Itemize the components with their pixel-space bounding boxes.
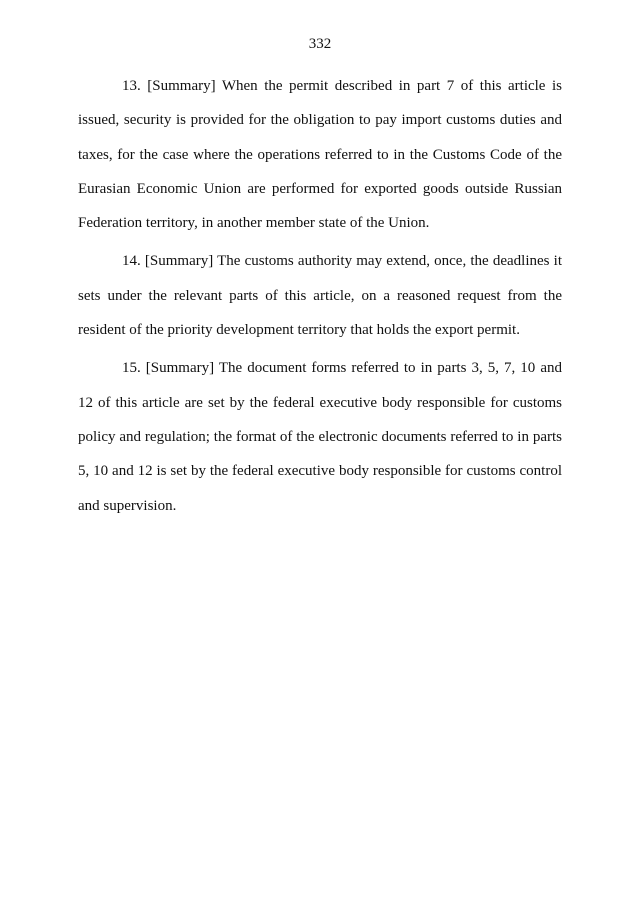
paragraph-13: 13. [Summary] When the permit described in part 7 of this article is issued, security is provided for the obligation to pay import customs duties and taxes, for the case where the operations referred to in the Customs Code of the Eurasian Economic Union are performed for exported goods outside Russian Federation territory, in another member state of the Union.	[78, 78, 562, 232]
paragraph-14: 14. [Summary] The customs authority may extend, once, the deadlines it sets under the relevant parts of this article, on a reasoned request from the resident of the priority development territory that holds the export permit.	[78, 253, 562, 339]
paragraph-15: 15. [Summary] The document forms referred to in parts 3, 5, 7, 10 and 12 of this article are set by the federal executive body responsible for customs policy and regulation; the format of the electronic documents referred to in parts 5, 10 and 12 is set by the federal executive body responsible for customs control and supervision.	[78, 360, 562, 514]
page-number: 332	[308, 36, 332, 52]
